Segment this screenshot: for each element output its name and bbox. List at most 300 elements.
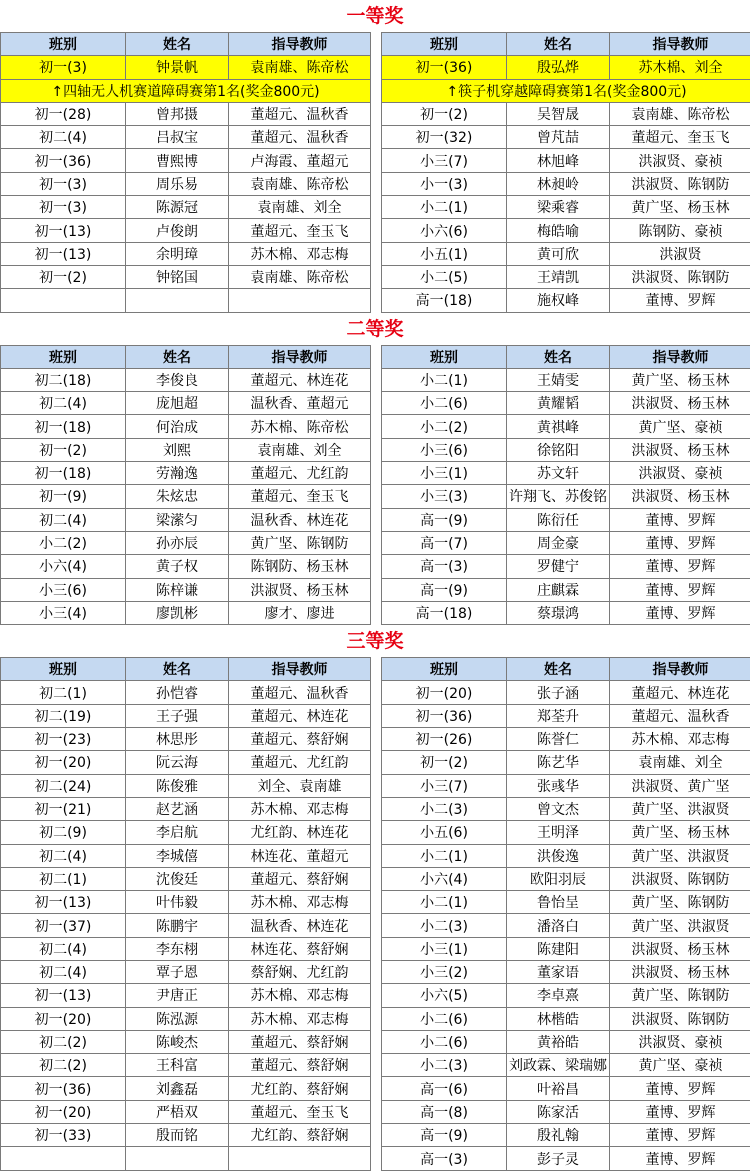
class-cell: 小三(1) [382, 937, 507, 960]
teacher-cell: 温秋香、林连花 [229, 914, 371, 937]
column-gap [371, 657, 381, 1171]
award-grid [0, 32, 750, 313]
class-cell: 高一(18) [382, 601, 507, 624]
student-name-cell: 尹唐正 [126, 984, 229, 1007]
class-cell: 初一(13) [1, 891, 126, 914]
student-name-cell: 彭子灵 [507, 1147, 610, 1170]
teacher-cell: 袁南雄、刘全 [229, 196, 371, 219]
teacher-cell: 董超元、尤红韵 [229, 751, 371, 774]
class-cell: 小二(6) [382, 392, 507, 415]
student-name-cell: 李俊良 [126, 368, 229, 391]
table-row [1, 821, 371, 844]
student-name-cell: 陈俊雅 [126, 774, 229, 797]
column-header-teacher: 指导教师 [610, 658, 750, 681]
class-cell: 小二(1) [382, 891, 507, 914]
class-cell: 小二(3) [382, 1054, 507, 1077]
teacher-cell: 黄广坚、杨玉林 [610, 368, 750, 391]
table-row [1, 774, 371, 797]
class-cell: 高一(8) [382, 1100, 507, 1123]
teacher-cell: 洪淑贤、杨玉林 [610, 937, 750, 960]
class-cell: 初一(13) [1, 242, 126, 265]
table-row [382, 368, 750, 391]
table-row [1, 172, 371, 195]
class-cell: 小二(2) [382, 415, 507, 438]
table-row [382, 438, 750, 461]
table-row [1, 681, 371, 704]
student-name-cell: 曾芃喆 [507, 126, 610, 149]
table-row [382, 960, 750, 983]
teacher-cell: 苏木棉、邓志梅 [229, 797, 371, 820]
student-name-cell: 徐铭阳 [507, 438, 610, 461]
table-row [1, 462, 371, 485]
class-cell: 小二(6) [382, 1030, 507, 1053]
table-row [1, 1030, 371, 1053]
column-header-name: 姓名 [126, 33, 229, 56]
header-row [1, 658, 371, 681]
teacher-cell: 黄广坚、陈钢防 [229, 531, 371, 554]
column-header-teacher: 指导教师 [610, 345, 750, 368]
student-name-cell: 黄子权 [126, 555, 229, 578]
class-cell: 小六(4) [382, 867, 507, 890]
column-header-name: 姓名 [507, 33, 610, 56]
student-name-cell: 林昶岭 [507, 172, 610, 195]
class-cell: 初二(2) [1, 1054, 126, 1077]
column-header-name: 姓名 [126, 658, 229, 681]
teacher-cell: 董超元、奎玉飞 [610, 126, 750, 149]
table-row [1, 937, 371, 960]
student-name-cell: 施权峰 [507, 289, 610, 312]
student-name-cell: 陈峻杰 [126, 1030, 229, 1053]
teacher-cell: 洪淑贤、豪祯 [610, 1030, 750, 1053]
student-name-cell: 刘政霖、梁瑞娜 [507, 1054, 610, 1077]
table-row [382, 196, 750, 219]
class-cell: 小五(6) [382, 821, 507, 844]
student-name-cell: 王科富 [126, 1054, 229, 1077]
class-cell: 初一(21) [1, 797, 126, 820]
teacher-cell: 董博、罗辉 [610, 555, 750, 578]
class-cell: 高一(18) [382, 289, 507, 312]
table-row [382, 728, 750, 751]
student-name-cell: 廖凯彬 [126, 601, 229, 624]
class-cell: 小三(6) [1, 578, 126, 601]
class-cell: 初一(2) [1, 265, 126, 288]
class-cell: 初二(4) [1, 844, 126, 867]
student-name-cell: 陈衍任 [507, 508, 610, 531]
teacher-cell: 洪淑贤、杨玉林 [229, 578, 371, 601]
class-cell: 初一(20) [1, 1007, 126, 1030]
teacher-cell: 洪淑贤、杨玉林 [610, 438, 750, 461]
table-row [382, 1054, 750, 1077]
student-name-cell: 王明泽 [507, 821, 610, 844]
table-row [382, 1147, 750, 1170]
teacher-cell: 温秋香、董超元 [229, 392, 371, 415]
class-cell: 小二(2) [1, 531, 126, 554]
table-row [1, 415, 371, 438]
class-cell: 初二(19) [1, 704, 126, 727]
teacher-cell: 洪淑贤、豪祯 [610, 462, 750, 485]
column-header-class: 班别 [382, 658, 507, 681]
class-cell: 初二(9) [1, 821, 126, 844]
table-row [1, 149, 371, 172]
table-row [1, 56, 371, 79]
award-note-row [1, 79, 371, 102]
table-row [1, 1100, 371, 1123]
teacher-cell: 陈钢防、杨玉林 [229, 555, 371, 578]
header-row [382, 345, 750, 368]
student-name-cell: 林旭峰 [507, 149, 610, 172]
teacher-cell: 董超元、温秋香 [229, 681, 371, 704]
teacher-cell: 董超元、蔡舒娴 [229, 1030, 371, 1053]
class-cell: 小二(5) [382, 265, 507, 288]
class-cell: 小二(3) [382, 797, 507, 820]
table-row [1, 704, 371, 727]
table-row [382, 867, 750, 890]
table-row [382, 797, 750, 820]
teacher-cell: 黄广坚、杨玉林 [610, 821, 750, 844]
table-row [1, 485, 371, 508]
teacher-cell: 董超元、温秋香 [610, 704, 750, 727]
table-row [382, 704, 750, 727]
class-cell: 初一(3) [1, 172, 126, 195]
student-name-cell: 洪俊逸 [507, 844, 610, 867]
student-name-cell: 孙亦辰 [126, 531, 229, 554]
header-row [382, 658, 750, 681]
class-cell: 小三(6) [382, 438, 507, 461]
student-name-cell: 沈俊廷 [126, 867, 229, 890]
teacher-cell: 董博、罗辉 [610, 508, 750, 531]
column-header-name: 姓名 [507, 345, 610, 368]
student-name-cell: 陈鹏宇 [126, 914, 229, 937]
teacher-cell: 董超元、林连花 [229, 368, 371, 391]
class-cell: 初二(4) [1, 508, 126, 531]
column-header-class: 班别 [1, 33, 126, 56]
class-cell: 小二(1) [382, 196, 507, 219]
student-name-cell: 卢俊朗 [126, 219, 229, 242]
class-cell [1, 289, 126, 312]
student-name-cell: 朱炫忠 [126, 485, 229, 508]
left-award-table [0, 32, 371, 313]
table-row [382, 774, 750, 797]
table-row [382, 914, 750, 937]
teacher-cell: 洪淑贤、黄广坚 [610, 774, 750, 797]
student-name-cell: 王子强 [126, 704, 229, 727]
class-cell: 初二(24) [1, 774, 126, 797]
student-name-cell: 叶伟毅 [126, 891, 229, 914]
table-row [382, 555, 750, 578]
header-row [1, 345, 371, 368]
teacher-cell: 袁南雄、刘全 [610, 751, 750, 774]
student-name-cell: 苏文轩 [507, 462, 610, 485]
table-row [1, 555, 371, 578]
teacher-cell: 苏木棉、刘全 [610, 56, 750, 79]
right-award-table [381, 345, 750, 626]
teacher-cell: 洪淑贤、豪祯 [610, 149, 750, 172]
class-cell: 初一(33) [1, 1124, 126, 1147]
teacher-cell: 黄广坚、豪祯 [610, 1054, 750, 1077]
table-row [1, 728, 371, 751]
header-row [382, 33, 750, 56]
student-name-cell: 罗健宁 [507, 555, 610, 578]
class-cell: 初一(18) [1, 462, 126, 485]
award-level-title: 三等奖 [0, 625, 750, 657]
teacher-cell: 黄广坚、洪淑贤 [610, 797, 750, 820]
teacher-cell: 苏木棉、邓志梅 [229, 242, 371, 265]
teacher-cell [229, 1147, 371, 1170]
student-name-cell: 陈家活 [507, 1100, 610, 1123]
table-row [1, 914, 371, 937]
class-cell: 小二(6) [382, 1007, 507, 1030]
table-row [382, 149, 750, 172]
class-cell: 初二(1) [1, 681, 126, 704]
student-name-cell: 钟铭国 [126, 265, 229, 288]
student-name-cell: 陈泓源 [126, 1007, 229, 1030]
class-cell: 初一(20) [1, 751, 126, 774]
table-row [1, 368, 371, 391]
class-cell: 初二(4) [1, 960, 126, 983]
class-cell: 初一(37) [1, 914, 126, 937]
table-row [382, 126, 750, 149]
teacher-cell: 林连花、董超元 [229, 844, 371, 867]
student-name-cell: 梁潆匀 [126, 508, 229, 531]
teacher-cell: 温秋香、林连花 [229, 508, 371, 531]
student-name-cell: 庞旭超 [126, 392, 229, 415]
teacher-cell: 蔡舒娴、尤红韵 [229, 960, 371, 983]
class-cell: 高一(3) [382, 1147, 507, 1170]
award-grid [0, 657, 750, 1171]
column-gap [371, 345, 381, 626]
class-cell: 初一(36) [382, 704, 507, 727]
student-name-cell: 许翔飞、苏俊铭 [507, 485, 610, 508]
class-cell: 小六(6) [382, 219, 507, 242]
student-name-cell: 林思彤 [126, 728, 229, 751]
teacher-cell: 尤红韵、蔡舒娴 [229, 1124, 371, 1147]
table-row [1, 392, 371, 415]
student-name-cell: 李启航 [126, 821, 229, 844]
student-name-cell [126, 1147, 229, 1170]
teacher-cell: 董超元、蔡舒娴 [229, 728, 371, 751]
student-name-cell: 殷礼翰 [507, 1124, 610, 1147]
column-header-name: 姓名 [126, 345, 229, 368]
teacher-cell: 董博、罗辉 [610, 578, 750, 601]
class-cell: 初一(18) [1, 415, 126, 438]
table-row [1, 601, 371, 624]
table-row [382, 508, 750, 531]
table-row [1, 219, 371, 242]
class-cell: 初一(36) [1, 149, 126, 172]
student-name-cell: 黄耀韬 [507, 392, 610, 415]
class-cell: 初一(26) [382, 728, 507, 751]
student-name-cell: 何治成 [126, 415, 229, 438]
class-cell: 小六(4) [1, 555, 126, 578]
teacher-cell: 袁南雄、陈帝松 [610, 102, 750, 125]
teacher-cell: 黄广坚、杨玉林 [610, 196, 750, 219]
table-row [382, 289, 750, 312]
teacher-cell: 董超元、奎玉飞 [229, 1100, 371, 1123]
table-row [1, 1147, 371, 1170]
class-cell: 初二(4) [1, 937, 126, 960]
student-name-cell: 黄祺峰 [507, 415, 610, 438]
class-cell: 小三(1) [382, 462, 507, 485]
class-cell: 初一(2) [382, 751, 507, 774]
teacher-cell: 黄广坚、豪祯 [610, 415, 750, 438]
table-row [1, 797, 371, 820]
class-cell: 初二(4) [1, 126, 126, 149]
table-row [1, 289, 371, 312]
student-name-cell: 林楷皓 [507, 1007, 610, 1030]
table-row [1, 242, 371, 265]
teacher-cell: 董博、罗辉 [610, 1077, 750, 1100]
student-name-cell: 潘洛白 [507, 914, 610, 937]
table-row [1, 196, 371, 219]
teacher-cell: 袁南雄、陈帝松 [229, 172, 371, 195]
student-name-cell: 陈源冠 [126, 196, 229, 219]
student-name-cell: 吴智晟 [507, 102, 610, 125]
teacher-cell: 董超元、温秋香 [229, 102, 371, 125]
column-header-teacher: 指导教师 [229, 658, 371, 681]
teacher-cell: 董超元、蔡舒娴 [229, 867, 371, 890]
teacher-cell: 苏木棉、邓志梅 [229, 984, 371, 1007]
teacher-cell: 董博、罗辉 [610, 531, 750, 554]
class-cell: 初一(3) [1, 56, 126, 79]
table-row [382, 415, 750, 438]
class-cell: 初一(32) [382, 126, 507, 149]
student-name-cell: 刘熙 [126, 438, 229, 461]
teacher-cell: 尤红韵、林连花 [229, 821, 371, 844]
student-name-cell: 孙恺睿 [126, 681, 229, 704]
student-name-cell: 曾文杰 [507, 797, 610, 820]
table-row [382, 891, 750, 914]
class-cell: 初二(1) [1, 867, 126, 890]
column-header-class: 班别 [382, 33, 507, 56]
class-cell: 初一(9) [1, 485, 126, 508]
student-name-cell: 张彧华 [507, 774, 610, 797]
teacher-cell: 洪淑贤、陈钢防 [610, 1007, 750, 1030]
student-name-cell: 刘鑫磊 [126, 1077, 229, 1100]
class-cell: 初一(23) [1, 728, 126, 751]
teacher-cell: 苏木棉、邓志梅 [229, 891, 371, 914]
student-name-cell [126, 289, 229, 312]
class-cell: 初一(13) [1, 219, 126, 242]
table-row [382, 1077, 750, 1100]
table-row [382, 937, 750, 960]
award-level-title: 二等奖 [0, 313, 750, 345]
teacher-cell: 洪淑贤 [610, 242, 750, 265]
student-name-cell: 曹熙博 [126, 149, 229, 172]
student-name-cell: 董家语 [507, 960, 610, 983]
class-cell: 初一(2) [1, 438, 126, 461]
table-row [1, 508, 371, 531]
award-grid [0, 345, 750, 626]
class-cell: 小三(7) [382, 149, 507, 172]
class-cell: 初一(28) [1, 102, 126, 125]
class-cell [1, 1147, 126, 1170]
class-cell: 高一(3) [382, 555, 507, 578]
table-row [382, 219, 750, 242]
table-row [1, 844, 371, 867]
table-row [382, 1100, 750, 1123]
table-row [1, 960, 371, 983]
column-header-class: 班别 [382, 345, 507, 368]
table-row [382, 462, 750, 485]
student-name-cell: 欧阳羽辰 [507, 867, 610, 890]
teacher-cell: 陈钢防、豪祯 [610, 219, 750, 242]
teacher-cell: 董博、罗辉 [610, 1147, 750, 1170]
class-cell: 初二(2) [1, 1030, 126, 1053]
class-cell: 小二(1) [382, 368, 507, 391]
teacher-cell: 袁南雄、刘全 [229, 438, 371, 461]
column-header-teacher: 指导教师 [229, 33, 371, 56]
table-row [1, 867, 371, 890]
class-cell: 小二(1) [382, 844, 507, 867]
class-cell: 初一(3) [1, 196, 126, 219]
student-name-cell: 鲁怡呈 [507, 891, 610, 914]
class-cell: 小一(3) [382, 172, 507, 195]
student-name-cell: 王靖凯 [507, 265, 610, 288]
student-name-cell: 钟景帆 [126, 56, 229, 79]
student-name-cell: 梅皓喻 [507, 219, 610, 242]
teacher-cell: 洪淑贤、杨玉林 [610, 392, 750, 415]
award-level-title: 一等奖 [0, 0, 750, 32]
column-header-teacher: 指导教师 [229, 345, 371, 368]
student-name-cell: 李东栩 [126, 937, 229, 960]
student-name-cell: 叶裕昌 [507, 1077, 610, 1100]
teacher-cell [229, 289, 371, 312]
teacher-cell: 洪淑贤、杨玉林 [610, 485, 750, 508]
column-header-class: 班别 [1, 345, 126, 368]
column-gap [371, 32, 381, 313]
table-row [382, 1007, 750, 1030]
teacher-cell: 袁南雄、陈帝松 [229, 265, 371, 288]
teacher-cell: 袁南雄、陈帝松 [229, 56, 371, 79]
class-cell: 初二(4) [1, 392, 126, 415]
teacher-cell: 苏木棉、陈帝松 [229, 415, 371, 438]
class-cell: 高一(6) [382, 1077, 507, 1100]
student-name-cell: 郑荃升 [507, 704, 610, 727]
table-row [1, 102, 371, 125]
left-award-table [0, 345, 371, 626]
right-award-table [381, 657, 750, 1171]
teacher-cell: 黄广坚、陈钢防 [610, 984, 750, 1007]
student-name-cell: 张子涵 [507, 681, 610, 704]
table-row [382, 56, 750, 79]
teacher-cell: 苏木棉、邓志梅 [610, 728, 750, 751]
teacher-cell: 董博、罗辉 [610, 601, 750, 624]
teacher-cell: 尤红韵、蔡舒娴 [229, 1077, 371, 1100]
class-cell: 小二(3) [382, 914, 507, 937]
teacher-cell: 董超元、温秋香 [229, 126, 371, 149]
class-cell: 小三(3) [382, 485, 507, 508]
table-row [382, 984, 750, 1007]
student-name-cell: 周乐易 [126, 172, 229, 195]
student-name-cell: 曾邦摄 [126, 102, 229, 125]
table-row [382, 844, 750, 867]
student-name-cell: 严梧双 [126, 1100, 229, 1123]
table-row [1, 751, 371, 774]
teacher-cell: 洪淑贤、杨玉林 [610, 960, 750, 983]
student-name-cell: 陈梓谦 [126, 578, 229, 601]
right-award-table [381, 32, 750, 313]
teacher-cell: 洪淑贤、陈钢防 [610, 867, 750, 890]
table-row [1, 1054, 371, 1077]
teacher-cell: 黄广坚、陈钢防 [610, 891, 750, 914]
class-cell: 小六(5) [382, 984, 507, 1007]
student-name-cell: 劳瀚逸 [126, 462, 229, 485]
table-row [1, 438, 371, 461]
teacher-cell: 董博、罗辉 [610, 289, 750, 312]
header-row [1, 33, 371, 56]
student-name-cell: 赵艺涵 [126, 797, 229, 820]
student-name-cell: 庄麒霖 [507, 578, 610, 601]
